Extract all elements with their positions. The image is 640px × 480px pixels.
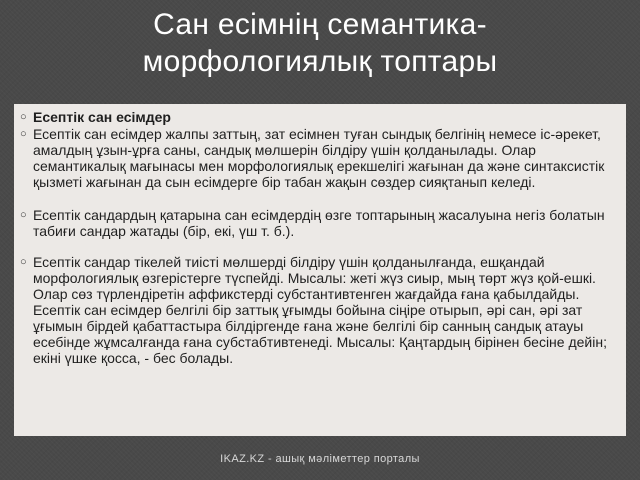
bullet-text: Есептік сан есімдер bbox=[33, 109, 171, 125]
bullet-circle-icon: ○ bbox=[20, 256, 27, 268]
slide-content-panel bbox=[14, 104, 626, 436]
bullet-item-definition bbox=[20, 126, 616, 190]
bullet-item-natural-numbers bbox=[20, 207, 616, 239]
bullet-circle-icon: ○ bbox=[20, 209, 27, 221]
slide-title-line-1: Сан есімнің семантика- bbox=[153, 8, 487, 41]
bullet-text: Есептік сандардың қатарына сан есімдердің өзге топтарының жасалуына негіз болатын табиғи сандар жатады (бір, екі, үш т. б.). bbox=[33, 207, 605, 239]
bullet-circle-icon: ○ bbox=[20, 111, 27, 123]
bullet-item-usage-examples bbox=[20, 254, 616, 366]
bullet-text: Есептік сандар тікелей тиісті мөлшерді білдіру үшін қолданылғанда, ешқандай морфологиялық өзгерістерге түспейді. Мысалы: жеті жүз сиыр, мың төрт жүз қой-ешкі. Олар сөз түрлендіретін аффикстерді субстантивтенген жағдайда ғана қабылдайды. Есептік сан есімдер белгілі бір заттық ұғымды бойына сіңіре отырып, әрі сан, әрі зат ұғымын бірдей қабаттастыра білдіргенде ғана және белгілі бір санның сандық атауы есебінде жұмсалғанда ғана субстабтивтенеді. Мысалы: Қаңтардың бірінен бесіне дейін; екіні үшке қосса, - бес болады. bbox=[33, 254, 607, 366]
bullet-item-heading bbox=[20, 109, 616, 125]
footer-watermark: IKAZ.KZ - ашық мәліметтер порталы bbox=[220, 453, 420, 465]
slide-title-line-2: морфологиялық топтары bbox=[142, 45, 498, 78]
bullet-circle-icon: ○ bbox=[20, 128, 27, 140]
slide-title bbox=[0, 6, 640, 80]
bullet-text: Есептік сан есімдер жалпы заттың, зат есімнен туған сындық белгінің немесе іс-әрекет, амалдың ұзын-ұрға саны, сандық мөлшерін білдіру үшін қолданылады. Олар семантикалық мағынасы мен морфологиялық ерекшелігі жағынан да және синтаксистік қызметі жағынан да сын есімдерге бір табан жақын сөздер сияқтанып келеді. bbox=[33, 126, 605, 190]
